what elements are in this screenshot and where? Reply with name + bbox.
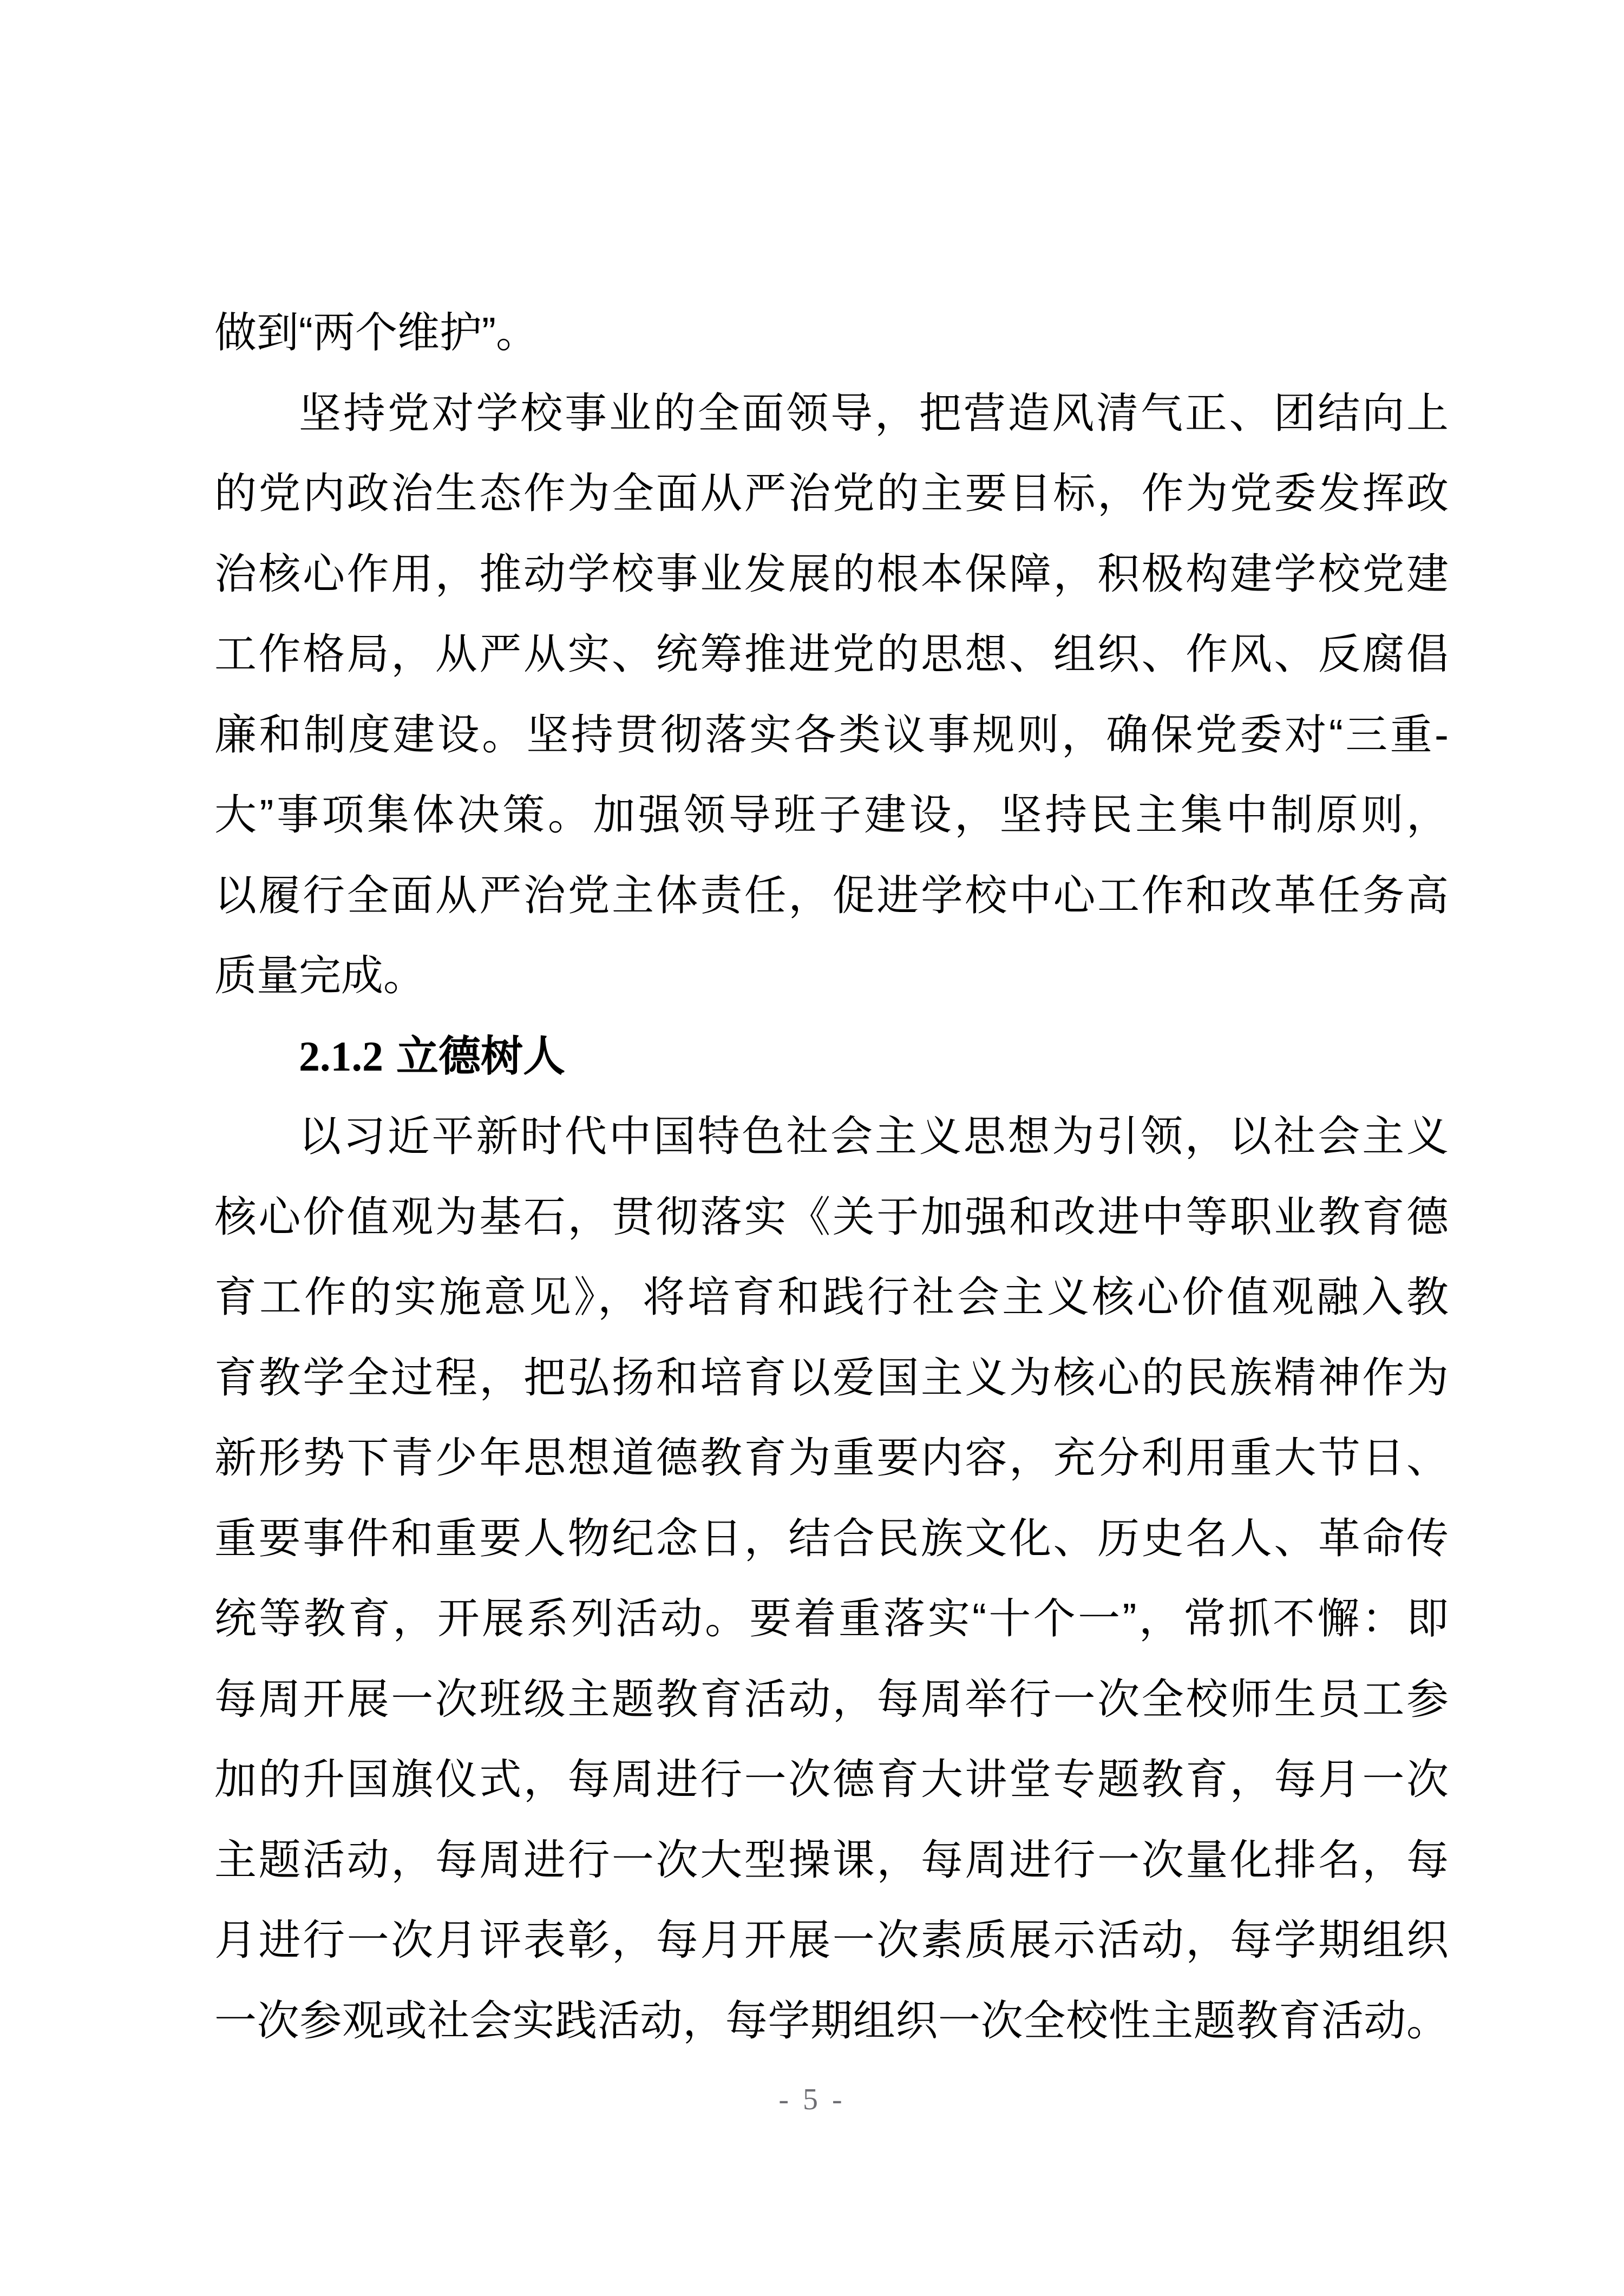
text-line: 统等教育，开展系列活动。要着重落实“十个一”，常抓不懈：即	[214, 1595, 1449, 1642]
text-line: 治核心作用，推动学校事业发展的根本保障，积极构建学校党建	[214, 549, 1449, 598]
text-line: 工作格局，从严从实、统筹推进党的思想、组织、作风、反腐倡	[214, 630, 1449, 678]
text-line: 的党内政治生态作为全面从严治党的主要目标，作为党委发挥政	[214, 469, 1449, 517]
text-line: 重要事件和重要人物纪念日，结合民族文化、历史名人、革命传	[214, 1514, 1449, 1562]
text-line: 质量完成。	[214, 952, 426, 999]
text-line: 主题活动，每周进行一次大型操课，每周进行一次量化排名，每	[214, 1835, 1449, 1884]
text-line: 做到“两个维护”。	[214, 309, 538, 356]
text-line: 育工作的实施意见》，将培育和践行社会主义核心价值观融入教	[214, 1273, 1449, 1321]
text-line: 坚持党对学校事业的全面领导，把营造风清气正、团结向上	[299, 389, 1449, 437]
text-line: 以习近平新时代中国特色社会主义思想为引领，以社会主义	[299, 1112, 1449, 1160]
section-heading	[214, 1016, 1449, 1097]
text-line: 核心价值观为基石，贯彻落实《关于加强和改进中等职业教育德	[214, 1192, 1449, 1241]
text-line: 月进行一次月评表彰，每月开展一次素质展示活动，每学期组织	[214, 1916, 1449, 1964]
text-line: 每周开展一次班级主题教育活动，每周举行一次全校师生员工参	[214, 1675, 1449, 1723]
text-line: 廉和制度建设。坚持贯彻落实各类议事规则，确保党委对“三重-	[214, 710, 1449, 758]
section-heading-number: 2.1.2	[299, 1032, 383, 1080]
text-line: 一次参观或社会实践活动，每学期组织一次全校性主题教育活动。	[214, 1996, 1449, 2044]
text-line: 加的升国旗仪式，每周进行一次德育大讲堂专题教育，每月一次	[214, 1755, 1449, 1803]
body-text	[214, 292, 1449, 2061]
section-heading-title: 立德树人	[396, 1032, 566, 1080]
text-line: 育教学全过程，把弘扬和培育以爱国主义为核心的民族精神作为	[214, 1353, 1449, 1401]
page-number: - 5 -	[778, 2083, 846, 2116]
text-line: 新形势下青少年思想道德教育为重要内容，充分利用重大节日、	[214, 1434, 1449, 1481]
text-line: 以履行全面从严治党主体责任，促进学校中心工作和改革任务高	[214, 871, 1449, 919]
text-line: 大”事项集体决策。加强领导班子建设，坚持民主集中制原则，	[214, 791, 1449, 838]
